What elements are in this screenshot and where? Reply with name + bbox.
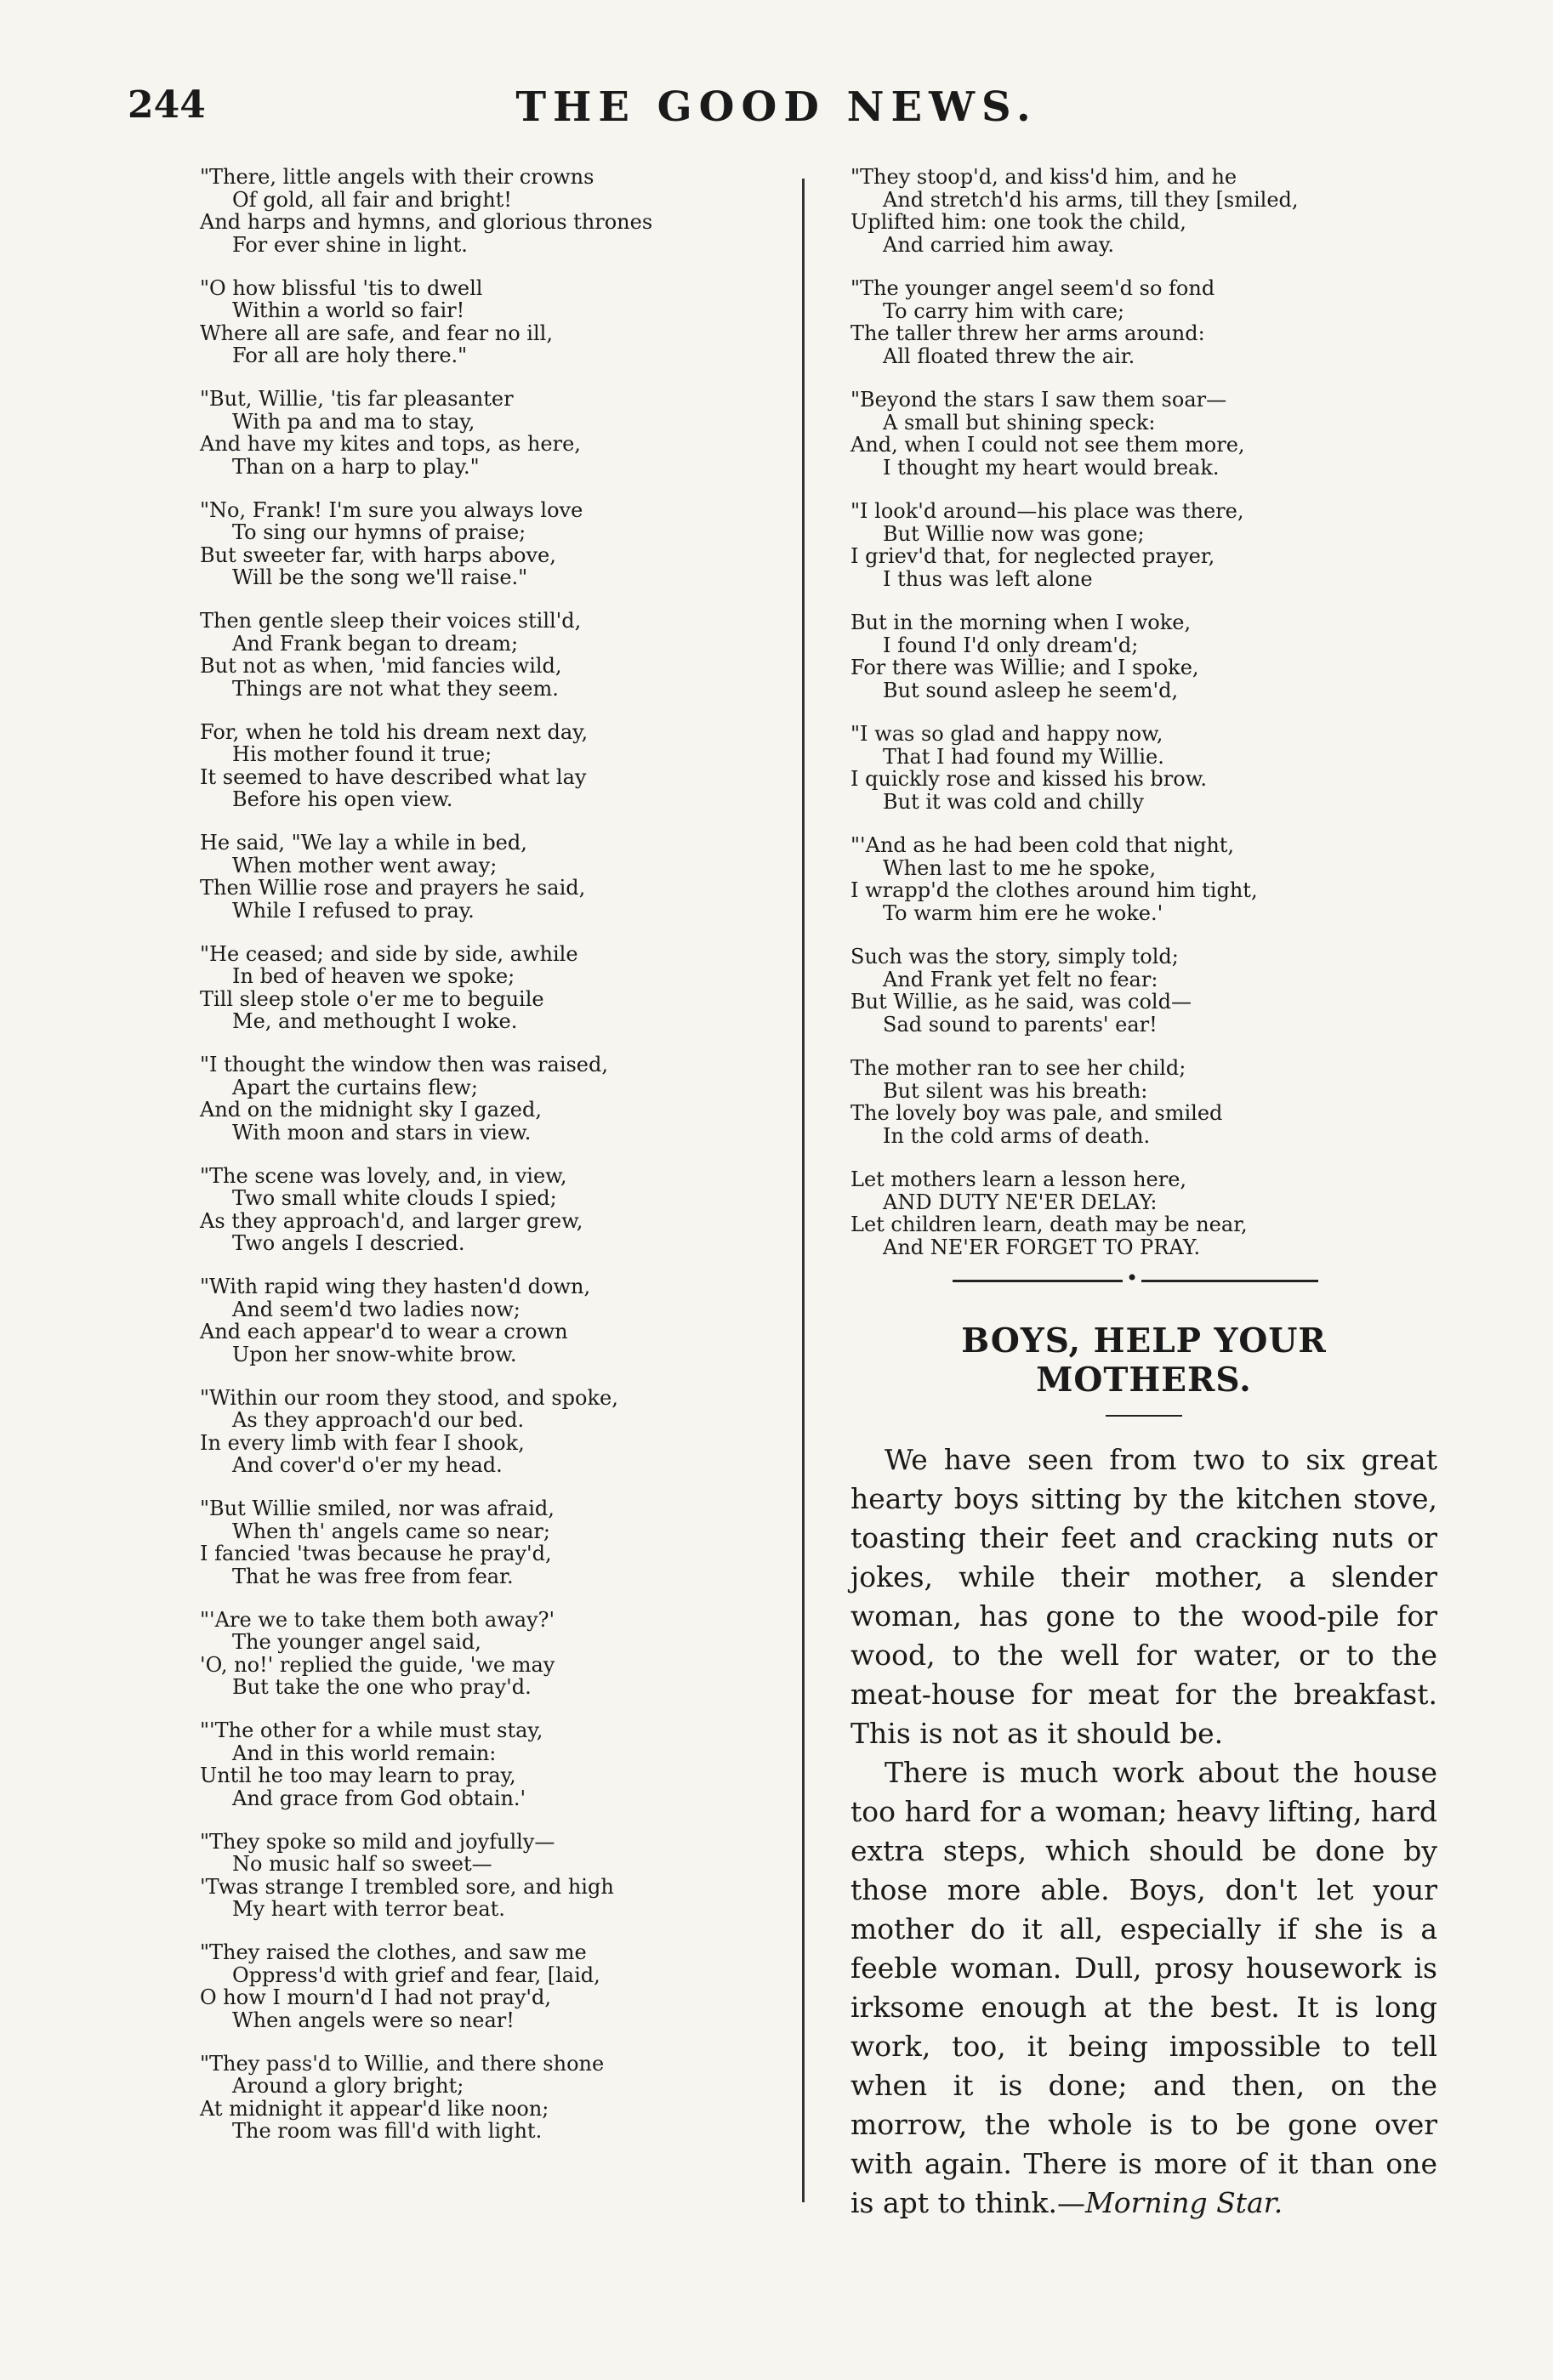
poem-line: And in this world remain: (232, 1741, 497, 1765)
poem-line: "With rapid wing they hasten'd down, (200, 1275, 591, 1298)
poem-line: I thought my heart would break. (883, 455, 1220, 480)
poem-line: And on the midnight sky I gazed, (200, 1098, 542, 1122)
poem-line: When mother went away; (232, 853, 498, 878)
poem-line: 'O, no!' replied the guide, 'we may (200, 1652, 555, 1677)
poem-line: And cover'd o'er my head. (232, 1453, 503, 1477)
poem-stanza (200, 832, 787, 922)
poem-stanza (850, 834, 1437, 924)
poem-line: Than on a harp to play." (232, 454, 480, 479)
poem-line: I wrapp'd the clothes around him tight, (850, 878, 1258, 902)
poem-line: "He ceased; and side by side, awhile (200, 941, 578, 966)
poem-line: Me, and methought I woke. (232, 1009, 518, 1033)
poem-line: 'Twas strange I trembled sore, and high (200, 1874, 614, 1899)
poem-stanza (200, 1609, 787, 1699)
poem-line: Apart the curtains flew; (232, 1075, 478, 1099)
right-column (850, 166, 1437, 2223)
page-header (128, 83, 1425, 134)
poem-line: In bed of heaven we spoke; (232, 964, 515, 988)
poem-line: As they approach'd, and larger grew, (200, 1208, 583, 1233)
poem-line: It seemed to have described what lay (200, 764, 587, 789)
poem-line: "'And as he had been cold that night, (850, 833, 1235, 857)
poem-line: "They pass'd to Willie, and there shone (200, 2051, 605, 2076)
poem-line: Two small white clouds I spied; (232, 1186, 557, 1210)
poem-line: While I refused to pray. (232, 898, 475, 923)
poem-line: "Within our room they stood, and spoke, (200, 1385, 618, 1410)
poem-line: But in the morning when I woke, (850, 611, 1192, 634)
article-title: BOYS, HELP YOUR MOTHERS. (961, 1321, 1327, 1400)
poem-stanza (850, 1168, 1437, 1258)
poem-line: Around a glory bright; (232, 2074, 464, 2098)
article-body (850, 1440, 1437, 2223)
poem-line: Let mothers learn a lesson here, (850, 1167, 1187, 1191)
article-source: Morning Star. (1084, 2186, 1283, 2219)
poem-line: But sound asleep he seem'd, (883, 678, 1179, 702)
poem-line: "Beyond the stars I saw them soar— (850, 388, 1227, 412)
poem-line: Such was the story, simply told; (850, 945, 1179, 968)
poem-line: Things are not what they seem. (232, 676, 559, 701)
poem-line: But sweeter far, with harps above, (200, 542, 556, 567)
poem-line: For there was Willie; and I spoke, (850, 656, 1199, 679)
poem-line: And each appear'd to wear a crown (200, 1320, 568, 1343)
poem-stanza (850, 1057, 1437, 1147)
poem-line: "I thought the window then was raised, (200, 1053, 608, 1076)
poem-line: The younger angel said, (232, 1630, 481, 1654)
poem-stanza (200, 166, 787, 256)
poem-line: "They stoop'd, and kiss'd him, and he (850, 165, 1237, 189)
poem-stanza (200, 499, 787, 589)
poem-line: I quickly rose and kissed his brow. (850, 767, 1208, 791)
poem-column-left (200, 166, 787, 2163)
poem-line: And carried him away. (883, 232, 1115, 257)
poem-line: AND DUTY NE'ER DELAY: (883, 1190, 1158, 1214)
poem-line: To sing our hymns of praise; (232, 520, 526, 544)
poem-line: I found I'd only dream'd; (883, 633, 1139, 657)
column-divider (802, 179, 805, 2202)
poem-line: His mother found it true; (232, 742, 492, 766)
poem-line: For ever shine in light. (232, 232, 468, 257)
poem-line: "There, little angels with their crowns (200, 165, 594, 189)
poem-line: Where all are safe, and fear no ill, (200, 321, 553, 345)
ornamental-divider (953, 1280, 1318, 1282)
poem-line: "But, Willie, 'tis far pleasanter (200, 387, 514, 411)
poem-stanza (200, 1165, 787, 1255)
poem-line: Oppress'd with grief and fear, [laid, (232, 1963, 600, 1987)
poem-stanza (200, 388, 787, 478)
poem-line: Uplifted him: one took the child, (850, 210, 1186, 234)
poem-stanza (850, 389, 1437, 479)
poem-stanza (850, 611, 1437, 702)
poem-line: But Willie, as he said, was cold— (850, 990, 1192, 1014)
poem-line: "I look'd around—his place was there, (850, 499, 1244, 523)
poem-line: When angels were so near! (232, 2008, 515, 2032)
poem-stanza (850, 723, 1437, 813)
poem-line: The taller threw her arms around: (850, 321, 1205, 345)
poem-stanza (200, 1941, 787, 2031)
poem-line: I fancied 'twas because he pray'd, (200, 1542, 552, 1565)
poem-line: "They spoke so mild and joyfully— (200, 1829, 555, 1854)
poem-line: Until he too may learn to pray, (200, 1764, 516, 1787)
poem-line: When last to me he spoke, (883, 855, 1157, 880)
poem-stanza (200, 1719, 787, 1809)
poem-line: I thus was left alone (883, 566, 1093, 591)
poem-line: "No, Frank! I'm sure you always love (200, 497, 583, 522)
poem-line: I griev'd that, for neglected prayer, (850, 544, 1215, 568)
poem-line: "The scene was lovely, and, in view, (200, 1163, 567, 1188)
poem-line: Within a world so fair! (232, 298, 465, 322)
poem-line: With pa and ma to stay, (232, 409, 475, 434)
poem-stanza (200, 1387, 787, 1477)
poem-line: To warm him ere he woke.' (883, 900, 1163, 925)
poem-line: At midnight it appear'd like noon; (200, 2096, 549, 2121)
article-paragraph-1: We have seen from two to six great hearty boys sitting by the kitchen stove, toasting their feet and cracking nuts or jokes, while their mother, a slender woman, has gone to the wood-pile for wood, to the well for water, or to the meat-house for meat for the breakfast. This is not as it should be. (850, 1443, 1437, 1750)
poem-column-right (850, 166, 1437, 1258)
poem-line: "I was so glad and happy now, (850, 722, 1163, 746)
poem-stanza (200, 1275, 787, 1366)
poem-stanza (850, 946, 1437, 1036)
poem-line: And NE'ER FORGET TO PRAY. (883, 1235, 1201, 1259)
poem-stanza (850, 500, 1437, 590)
poem-stanza (200, 1831, 787, 1921)
poem-line: Upon her snow-white brow. (232, 1342, 517, 1366)
poem-line: And have my kites and tops, as here, (200, 432, 581, 456)
poem-line: Two angels I descried. (232, 1231, 465, 1255)
poem-line: The mother ran to see her child; (850, 1056, 1186, 1080)
poem-line: "They raised the clothes, and saw me (200, 1940, 587, 1964)
poem-line: "O how blissful 'tis to dwell (200, 275, 483, 300)
newspaper-title: THE GOOD NEWS. (515, 83, 1038, 131)
poem-line: In the cold arms of death. (883, 1123, 1151, 1148)
poem-stanza (200, 721, 787, 811)
poem-line: The room was fill'd with light. (232, 2119, 543, 2143)
poem-stanza (200, 1497, 787, 1588)
poem-line: In every limb with fear I shook, (200, 1430, 525, 1455)
poem-line: But silent was his breath: (883, 1078, 1148, 1103)
page-number: 244 (128, 83, 206, 127)
poem-line: When th' angels came so near; (232, 1519, 550, 1543)
poem-line: My heart with terror beat. (232, 1897, 505, 1921)
poem-line: And, when I could not see them more, (850, 433, 1245, 457)
article-paragraph-2 (850, 1753, 1437, 2223)
poem-line: Will be the song we'll raise." (232, 565, 528, 589)
poem-stanza (200, 2053, 787, 2143)
poem-line: Before his open view. (232, 787, 453, 811)
poem-line: And Frank yet felt no fear: (883, 967, 1158, 991)
poem-stanza (200, 943, 787, 1033)
poem-line: "The younger angel seem'd so fond (850, 276, 1215, 300)
poem-line: As they approach'd our bed. (232, 1408, 525, 1432)
poem-line: Then Willie rose and prayers he said, (200, 876, 586, 900)
poem-line: O how I mourn'd I had not pray'd, (200, 1985, 552, 2009)
poem-line: "'The other for a while must stay, (200, 1718, 543, 1742)
poem-line: That he was free from fear. (232, 1564, 514, 1588)
poem-line: But not as when, 'mid fancies wild, (200, 654, 562, 678)
poem-line: "But Willie smiled, nor was afraid, (200, 1497, 555, 1520)
article-paragraph-2-text: There is much work about the house too hard for a woman; heavy lifting, hard extra steps, which should be done by those more able. Boys, don't let your mother do it all, especially if she is a feeble woman. Dull, prosy housework is irksome enough at the best. It is long work, too, it being impossible to tell when it is done; and then, on the morrow, the whole is to be gone over with again. There is more of it than one is apt to think.— (850, 1756, 1437, 2219)
poem-line: For, when he told his dream next day, (200, 719, 589, 744)
poem-stanza (850, 166, 1437, 256)
poem-line: And grace from God obtain.' (232, 1786, 526, 1810)
poem-line: With moon and stars in view. (232, 1120, 532, 1145)
poem-line: The lovely boy was pale, and smiled (850, 1101, 1223, 1125)
poem-line: Of gold, all fair and bright! (232, 187, 512, 212)
poem-line: But take the one who pray'd. (232, 1675, 532, 1699)
title-underline (1106, 1415, 1182, 1417)
poem-line: Till sleep stole o'er me to beguile (200, 986, 544, 1011)
poem-line: And harps and hymns, and glorious thrones (200, 210, 653, 234)
poem-line: And stretch'd his arms, till they [smiled, (883, 187, 1299, 212)
poem-line: He said, "We lay a while in bed, (200, 831, 527, 855)
poem-line: Then gentle sleep their voices still'd, (200, 609, 582, 633)
poem-line: To carry him with care; (883, 298, 1125, 323)
poem-line: But Willie now was gone; (883, 521, 1145, 546)
poem-line: "'Are we to take them both away?' (200, 1607, 555, 1632)
poem-line: For all are holy there." (232, 344, 468, 367)
poem-line: And Frank began to dream; (232, 631, 519, 656)
poem-line: But it was cold and chilly (883, 789, 1144, 814)
poem-stanza (200, 277, 787, 367)
poem-line: And seem'd two ladies now; (232, 1297, 521, 1321)
poem-line: All floated threw the air. (883, 344, 1135, 368)
poem-line: That I had found my Willie. (883, 744, 1164, 769)
poem-line: No music half so sweet— (232, 1852, 492, 1876)
poem-line: A small but shining speck: (883, 410, 1156, 435)
poem-stanza (850, 277, 1437, 367)
poem-line: Let children learn, death may be near, (850, 1213, 1248, 1236)
poem-stanza (200, 610, 787, 700)
poem-stanza (200, 1054, 787, 1144)
poem-line: Sad sound to parents' ear! (883, 1012, 1158, 1037)
